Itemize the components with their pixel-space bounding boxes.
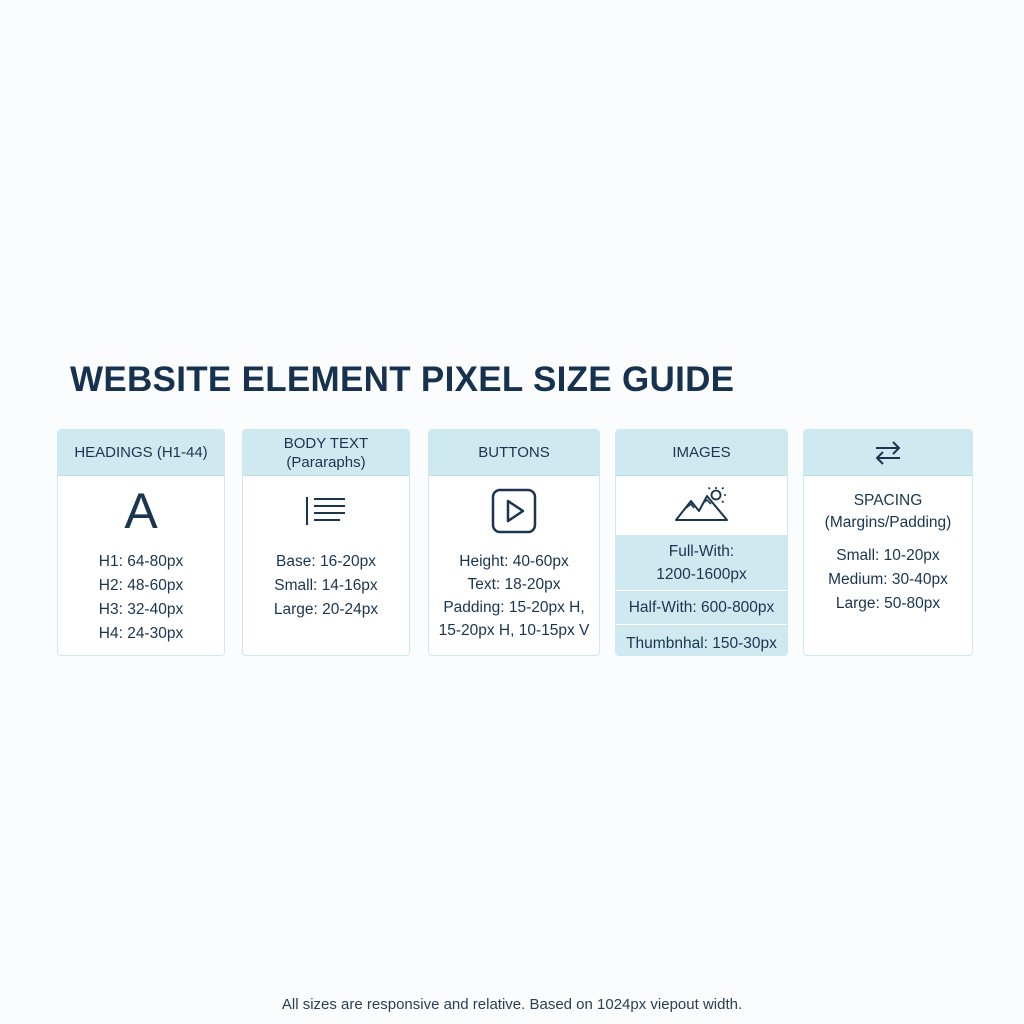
spacing-label-title: SPACING [853,492,923,509]
spec-half-width: Half-With: 600-800px [628,599,775,616]
spec-thumbnail: Thumbnhal: 150-30px [626,635,777,652]
spec-h2: H2: 48-60px [98,577,184,594]
swap-arrows-icon [804,430,972,476]
play-button-icon [429,476,599,546]
headings-specs [58,550,224,646]
body-text-card [242,429,410,656]
mountain-sun-icon [616,476,787,534]
spec-small: Small: 14-16px [274,577,378,594]
spec-text: Text: 18-20px [467,576,561,593]
body-text-header-subtitle: (Pararaphs) [286,453,366,471]
spec-h1: H1: 64-80px [98,553,184,570]
spec-padding-cont: 15-20px H, 10-15px V [438,622,590,639]
body-text-card-header [243,430,409,476]
images-card [615,429,788,656]
body-text-header-title: BODY TEXT [283,434,369,452]
letter-a-glyph: A [124,483,158,539]
spec-spacing-large: Large: 50-80px [835,595,941,612]
headings-card-header: HEADINGS (H1-44) [58,430,224,476]
image-full-width-row [616,534,787,590]
buttons-card-header: BUTTONS [429,430,599,476]
spec-base: Base: 16-20px [276,553,376,570]
body-text-specs [243,550,409,622]
spec-full-width-label: Full-With: [668,543,735,560]
spacing-label-subtitle: (Margins/Padding) [824,514,952,531]
spacing-specs [804,544,972,616]
paragraph-lines-icon [243,476,409,546]
spec-full-width-value: 1200-1600px [656,566,747,583]
page-title: WEBSITE ELEMENT PIXEL SIZE GUIDE [70,360,735,399]
spec-height: Height: 40-60px [459,553,569,570]
spec-padding: Padding: 15-20px H, [443,599,585,616]
image-half-width-row [616,590,787,624]
spacing-card [803,429,973,656]
letter-a-icon [58,476,224,546]
spacing-label [804,490,972,534]
buttons-card [428,429,600,656]
spec-large: Large: 20-24px [273,601,379,618]
spec-h4: H4: 24-30px [98,625,184,642]
footer-note: All sizes are responsive and relative. Based on 1024px viepout width. [281,996,743,1013]
image-thumbnail-row [616,624,787,656]
spec-spacing-small: Small: 10-20px [836,547,940,564]
spec-h3: H3: 32-40px [98,601,184,618]
headings-card [57,429,225,656]
buttons-specs [429,550,599,642]
images-card-header: IMAGES [616,430,787,476]
spec-spacing-medium: Medium: 30-40px [828,571,948,588]
